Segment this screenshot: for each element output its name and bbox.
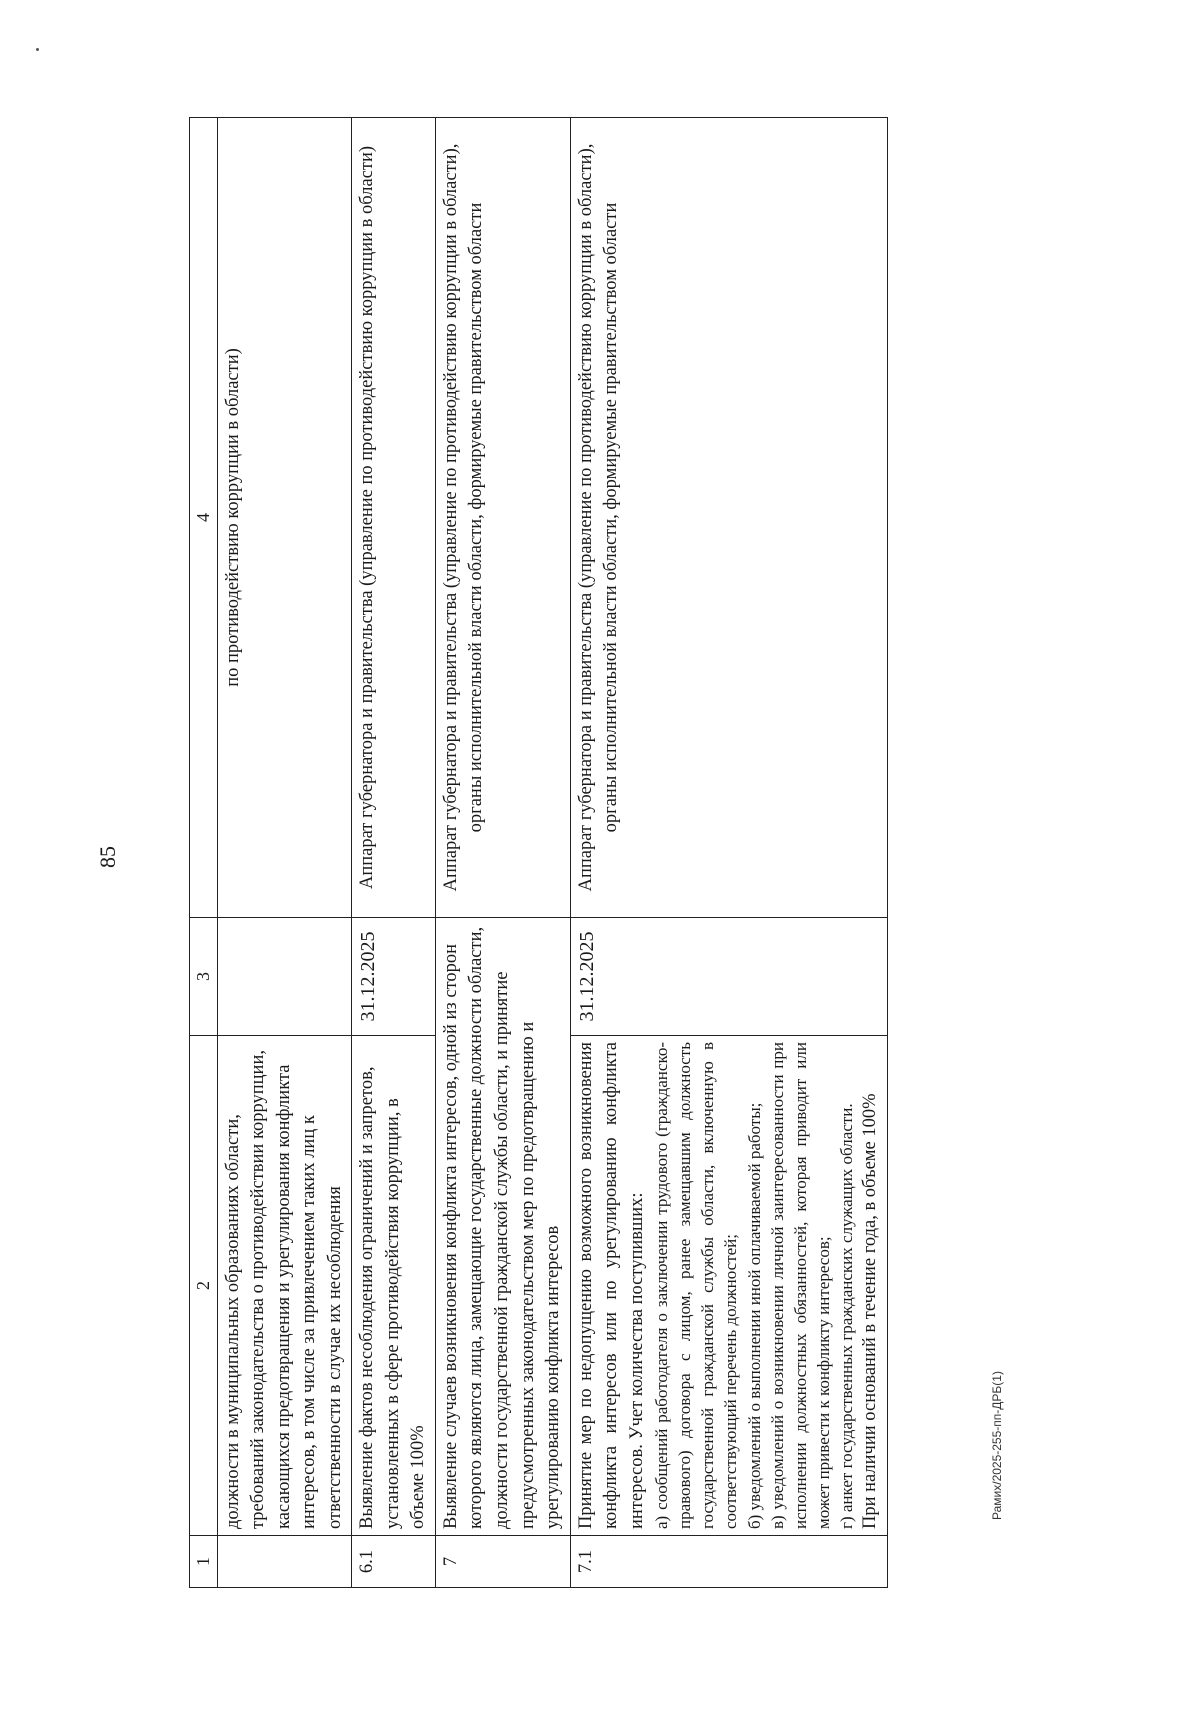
measure-tail: При наличии оснований в течение года, в объеме 100% xyxy=(860,1093,881,1529)
responsible: Аппарат губернатора и правительства (управление по противодействию коррупции в области), органы исполнительной власти области, формируемые правительством области xyxy=(435,118,570,918)
measures-table xyxy=(189,117,888,1588)
measure-item-a: а) сообщений работодателя о заключении трудового (гражданско-правового) договора с лицом, ранее замещавшим должность государственной гражданской службы области, включенную в соответствующий перечень должностей; xyxy=(652,1042,741,1529)
header-col-1: 1 xyxy=(190,1536,218,1588)
table-header-row xyxy=(190,118,218,1588)
deadline xyxy=(217,918,352,1036)
deadline: 31.12.2025 xyxy=(570,918,887,1036)
measure-item-b: б) уведомлений о выполнении иной оплачиваемой работы; xyxy=(744,1102,764,1529)
table-row xyxy=(570,118,887,1588)
row-number: 7 xyxy=(435,1536,570,1588)
measure-intro: Принятие мер по недопущению возможного возникновения конфликта интересов или по урегулированию конфликта интересов. Учет количества поступивших: xyxy=(575,1042,647,1529)
measure-item-g: г) анкет государственных гражданских служащих области. xyxy=(836,1103,856,1529)
page-number: 85 xyxy=(95,846,120,868)
row-number xyxy=(217,1536,352,1588)
responsible: Аппарат губернатора и правительства (управление по противодействию коррупции в области) xyxy=(352,118,436,918)
header-col-2: 2 xyxy=(190,1036,218,1536)
header-col-4: 4 xyxy=(190,118,218,918)
row-number: 7.1 xyxy=(570,1536,887,1588)
table-row xyxy=(352,118,436,1588)
responsible: по противодействию коррупции в области) xyxy=(217,118,352,918)
document-footer-code: Рамиx/2025-255-пп-ДРБ(1) xyxy=(990,1371,1004,1520)
table-row xyxy=(435,118,570,1588)
responsible: Аппарат губернатора и правительства (управление по противодействию коррупции в области), органы исполнительной власти области, формируемые правительством области xyxy=(570,118,887,918)
measure-text: должности в муниципальных образованиях области, требований законодательства о противодействии коррупции, касающихся предотвращения и урегулирования конфликта интересов, в том числе за привлечением таких лиц к ответственности в случае их несоблюдения xyxy=(217,1036,352,1536)
measure-text xyxy=(570,1036,887,1536)
measure-text: Выявление случаев возникновения конфликта интересов, одной из сторон которого являются лица, замещающие государственные должности области, должности государственной гражданской службы области, и принятие предусмотренных законодательством мер по предотвращению и урегулированию конфликта интересов xyxy=(435,918,570,1536)
row-number: 6.1 xyxy=(352,1536,436,1588)
table-row xyxy=(217,118,352,1588)
header-col-3: 3 xyxy=(190,918,218,1036)
scan-speck xyxy=(36,48,39,51)
deadline: 31.12.2025 xyxy=(352,918,436,1036)
measure-item-v: в) уведомлений о возникновении личной заинтересованности при исполнении должностных обязанностей, которая приводит или может привести к конфликту интересов; xyxy=(767,1042,833,1529)
measure-text: Выявление фактов несоблюдения ограничений и запретов, установленных в сфере противодействия коррупции, в объеме 100% xyxy=(352,1036,436,1536)
